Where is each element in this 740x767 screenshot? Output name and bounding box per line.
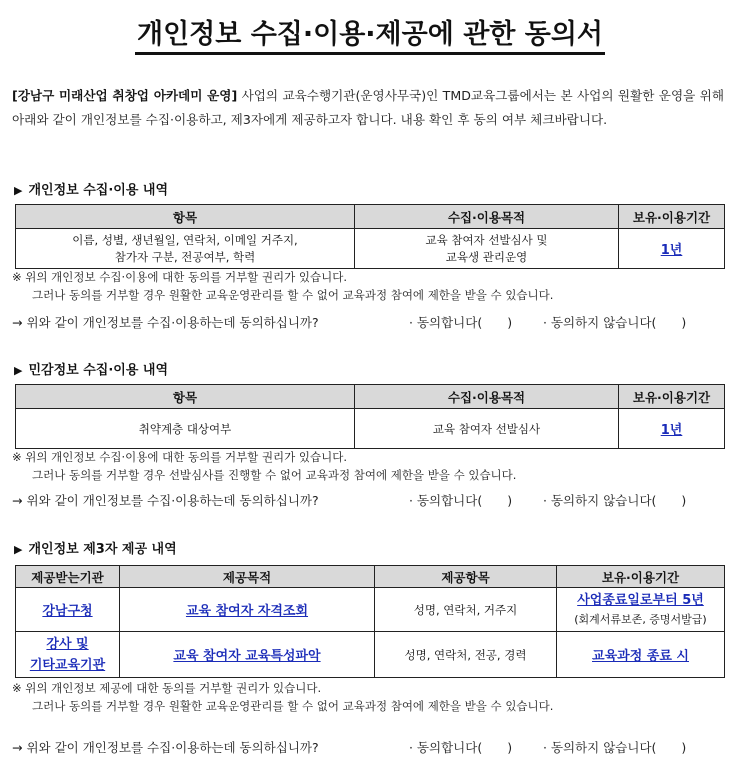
third-party-table [15,565,725,678]
col-header-period: 보유·이용기간 [619,205,725,229]
notice: ※ 위의 개인정보 수집·이용에 대한 동의를 거부할 권리가 있습니다. 그러나 동의를 거부할 경우 선발심사를 진행할 수 없어 교육과정 참여에 제한을 받을 수 있습니다. [12,450,517,482]
notice: ※ 위의 개인정보 수집·이용에 대한 동의를 거부할 권리가 있습니다. 그러나 동의를 거부할 경우 원활한 교육운영관리를 할 수 없어 교육과정 참여에 제한을 받을 수 있습니다. [12,270,554,302]
cell-purpose: 교육 참여자 교육특성파악 [120,632,375,678]
cell-items: 성명, 연락처, 거주지 [375,588,557,632]
section-heading-sensitive: ▶ 민감정보 수집·이용 내역 [14,363,169,378]
table-row [16,229,725,269]
disagree-option[interactable]: · 동의하지 않습니다( ) [543,315,687,330]
cell-purpose: 교육 참여자 선발심사 [355,409,619,449]
cell-item: 취약계층 대상여부 [16,409,355,449]
cell-period: 교육과정 종료 시 [557,632,725,678]
collection-table [15,204,725,269]
col-header-purpose: 제공목적 [120,566,375,588]
cell-item: 이름, 성별, 생년월일, 연락처, 이메일 거주지, 참가자 구분, 전공여부, 학력 [16,229,355,269]
section-heading-collection: ▶ 개인정보 수집·이용 내역 [14,183,169,198]
col-header-item: 항목 [16,385,355,409]
table-row [16,588,725,632]
agree-option[interactable]: · 동의합니다( ) [409,740,513,755]
section-heading-third-party: ▶ 개인정보 제3자 제공 내역 [14,542,177,557]
col-header-period: 보유·이용기간 [557,566,725,588]
col-header-items: 제공항목 [375,566,557,588]
col-header-item: 항목 [16,205,355,229]
notice: ※ 위의 개인정보 제공에 대한 동의를 거부할 권리가 있습니다. 그러나 동의를 거부할 경우 원활한 교육운영관리를 할 수 없어 교육과정 참여에 제한을 받을 수 있습니다. [12,681,554,713]
cell-org: 강남구청 [16,588,120,632]
cell-items: 성명, 연락처, 전공, 경력 [375,632,557,678]
cell-period: 1년 [619,409,725,449]
agree-option[interactable]: · 동의합니다( ) [409,493,513,508]
col-header-purpose: 수집·이용목적 [355,385,619,409]
col-header-purpose: 수집·이용목적 [355,205,619,229]
cell-purpose: 교육 참여자 선발심사 및 교육생 관리운영 [355,229,619,269]
cell-period: 1년 [619,229,725,269]
consent-question: → 위와 같이 개인정보를 수집·이용하는데 동의하십니까? · 동의합니다( ) · 동의하지 않습니다( ) [12,493,687,508]
cell-purpose: 교육 참여자 자격조회 [120,588,375,632]
consent-question: → 위와 같이 개인정보를 수집·이용하는데 동의하십니까? · 동의합니다( ) · 동의하지 않습니다( ) [12,315,687,330]
table-row [16,632,725,678]
triangle-bullet-icon: ▶ [14,184,23,197]
col-header-period: 보유·이용기간 [619,385,725,409]
disagree-option[interactable]: · 동의하지 않습니다( ) [543,740,687,755]
table-row [16,409,725,449]
intro-paragraph [12,84,724,132]
cell-org: 강사 및 기타교육기관 [16,632,120,678]
triangle-bullet-icon: ▶ [14,543,23,556]
program-name: [강남구 미래산업 취창업 아카데미 운영] [12,88,238,103]
col-header-org: 제공받는기관 [16,566,120,588]
sensitive-table [15,384,725,449]
page-title: 개인정보 수집·이용·제공에 관한 동의서 [0,12,740,51]
consent-question: → 위와 같이 개인정보를 수집·이용하는데 동의하십니까? · 동의합니다( ) · 동의하지 않습니다( ) [12,740,687,755]
disagree-option[interactable]: · 동의하지 않습니다( ) [543,493,687,508]
agree-option[interactable]: · 동의합니다( ) [409,315,513,330]
triangle-bullet-icon: ▶ [14,364,23,377]
cell-period: 사업종료일로부터 5년 (회계서류보존, 증명서발급) [557,588,725,632]
intro-text: 사업의 교육수행기관(운영사무국)인 TMD교육그룹에서는 본 사업의 원활한 운영을 위해 아래와 같이 개인정보를 수집·이용하고, 제3자에게 제공하고자 합니다. 내용 확인 후 동의 여부 체크바랍니다. [12,88,724,127]
